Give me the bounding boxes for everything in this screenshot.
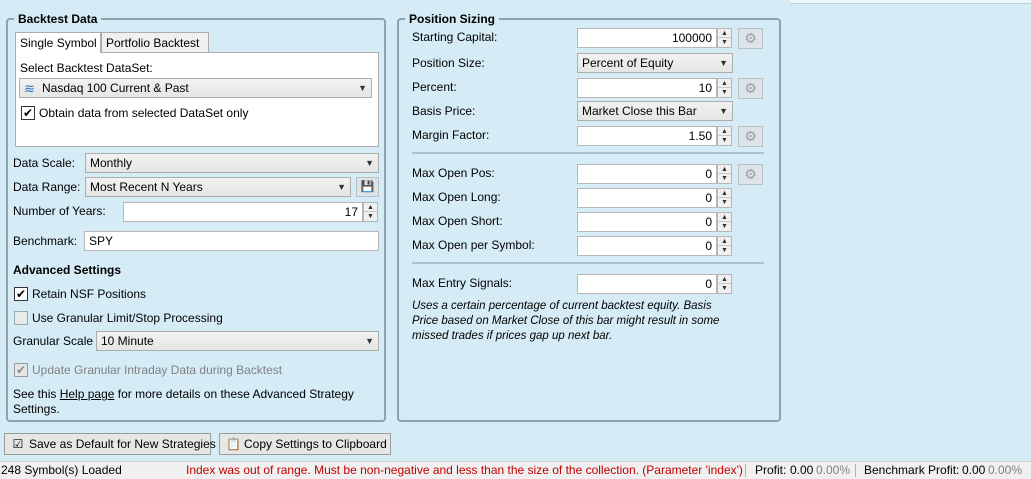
granular-scale-value: 10 Minute — [101, 334, 154, 348]
position-size-note-line-2: Price based on Market Close of this bar might result in some — [412, 315, 720, 327]
max-open-pos-gear-button[interactable] — [738, 164, 763, 185]
data-range-label: Data Range: — [13, 180, 81, 194]
percent-input[interactable]: 10 — [577, 78, 717, 98]
percent-gear-button[interactable] — [738, 78, 763, 99]
update-granular-checkbox: ✔ — [15, 363, 27, 377]
granular-limit-checkbox[interactable] — [14, 311, 28, 325]
max-entry-spinner[interactable] — [717, 274, 732, 294]
position-size-select[interactable] — [577, 53, 733, 73]
data-scale-value: Monthly — [90, 156, 133, 170]
spin-down-icon[interactable]: ▼ — [721, 285, 728, 292]
max-entry-label: Max Entry Signals: — [412, 276, 513, 290]
max-open-long-input[interactable]: 0 — [577, 188, 717, 208]
gear-icon: ⚙ — [744, 30, 757, 46]
top-strip — [790, 0, 1031, 4]
obtain-data-label: Obtain data from selected DataSet only — [39, 106, 249, 120]
max-open-short-spinner[interactable] — [717, 212, 732, 232]
dataset-select[interactable] — [19, 78, 372, 98]
advanced-settings-title: Advanced Settings — [13, 263, 122, 277]
spin-up-icon[interactable]: ▲ — [718, 189, 731, 198]
spin-down-icon[interactable]: ▼ — [721, 247, 728, 254]
benchmark-label: Benchmark: — [13, 234, 78, 248]
position-size-label: Position Size: — [412, 56, 485, 70]
spin-down-icon[interactable]: ▼ — [721, 137, 728, 144]
spin-down-icon[interactable]: ▼ — [721, 89, 728, 96]
starting-capital-spinner[interactable] — [717, 28, 732, 48]
spin-up-icon[interactable]: ▲ — [718, 127, 731, 136]
basis-price-value: Market Close this Bar — [582, 104, 697, 118]
section-divider — [412, 152, 764, 154]
percent-spinner[interactable] — [717, 78, 732, 98]
benchmark-profit-value: 0.00 — [962, 463, 986, 477]
save-default-button[interactable] — [4, 433, 216, 455]
section-divider — [412, 262, 764, 264]
spin-down-icon[interactable]: ▼ — [721, 175, 728, 182]
profit-pct: 0.00% — [816, 463, 851, 477]
spin-up-icon[interactable]: ▲ — [718, 213, 731, 222]
gear-icon: ⚙ — [744, 166, 757, 182]
max-open-pos-input[interactable]: 0 — [577, 164, 717, 184]
help-text-line2: Settings. — [13, 402, 60, 416]
save-range-button[interactable] — [356, 177, 379, 197]
position-size-note-line-1: Uses a certain percentage of current backtest equity. Basis — [412, 300, 712, 312]
starting-capital-gear-button[interactable] — [738, 28, 763, 49]
position-size-note-line-3: missed trades if prices gap up next bar. — [412, 330, 613, 342]
copy-clipboard-button[interactable] — [219, 433, 391, 455]
benchmark-profit-pct: 0.00% — [988, 463, 1023, 477]
gear-icon: ⚙ — [744, 128, 757, 144]
max-open-long-label: Max Open Long: — [412, 190, 501, 204]
spin-up-icon[interactable]: ▲ — [718, 275, 731, 284]
save-icon: 💾 — [360, 181, 375, 193]
tab-portfolio-backtest[interactable]: Portfolio Backtest — [101, 32, 209, 53]
status-divider — [745, 464, 746, 477]
spin-up-icon[interactable]: ▲ — [364, 203, 377, 212]
max-open-symbol-spinner[interactable] — [717, 236, 732, 256]
clipboard-icon: 📋 — [226, 437, 241, 451]
margin-factor-label: Margin Factor: — [412, 128, 490, 142]
basis-price-label: Basis Price: — [412, 104, 476, 118]
max-open-pos-spinner[interactable] — [717, 164, 732, 184]
position-sizing-title: Position Sizing — [405, 11, 499, 27]
profit-label: Profit: — [755, 463, 787, 477]
percent-label: Percent: — [412, 80, 457, 94]
save-default-label: Save as Default for New Strategies — [29, 437, 216, 451]
help-prefix: See this — [13, 387, 60, 401]
spin-up-icon[interactable]: ▲ — [718, 29, 731, 38]
data-range-value: Most Recent N Years — [90, 180, 203, 194]
chevron-down-icon: ▼ — [365, 158, 374, 168]
max-entry-input[interactable]: 0 — [577, 274, 717, 294]
checkbox-icon: ☑ — [12, 437, 24, 451]
status-bar — [0, 461, 1031, 479]
help-suffix: for more details on these Advanced Strategy — [114, 387, 354, 401]
num-years-label: Number of Years: — [13, 204, 106, 218]
select-dataset-label: Select Backtest DataSet: — [20, 61, 153, 75]
symbols-loaded-text: 248 Symbol(s) Loaded — [1, 463, 122, 477]
spin-up-icon[interactable]: ▲ — [718, 165, 731, 174]
spin-down-icon[interactable]: ▼ — [721, 39, 728, 46]
num-years-spinner[interactable] — [363, 202, 378, 222]
granular-limit-label: Use Granular Limit/Stop Processing — [32, 311, 223, 325]
chevron-down-icon: ▼ — [719, 106, 728, 116]
copy-clipboard-label: Copy Settings to Clipboard — [244, 437, 387, 451]
spin-up-icon[interactable]: ▲ — [718, 79, 731, 88]
basis-price-select[interactable] — [577, 101, 733, 121]
max-open-short-input[interactable]: 0 — [577, 212, 717, 232]
spin-down-icon[interactable]: ▼ — [721, 199, 728, 206]
margin-factor-input[interactable]: 1.50 — [577, 126, 717, 146]
data-range-select[interactable] — [85, 177, 351, 197]
spin-down-icon[interactable]: ▼ — [367, 213, 374, 220]
chevron-down-icon: ▼ — [358, 83, 367, 93]
data-scale-select[interactable] — [85, 153, 379, 173]
chevron-down-icon: ▼ — [337, 182, 346, 192]
chevron-down-icon: ▼ — [365, 336, 374, 346]
num-years-input[interactable]: 17 — [123, 202, 363, 222]
retain-nsf-checkbox[interactable]: ✔ — [15, 287, 27, 301]
update-granular-label: Update Granular Intraday Data during Backtest — [32, 363, 283, 377]
status-divider — [855, 464, 856, 477]
dataset-value: Nasdaq 100 Current & Past — [42, 81, 189, 95]
margin-factor-spinner[interactable] — [717, 126, 732, 146]
data-scale-label: Data Scale: — [13, 156, 76, 170]
help-page-link[interactable]: Help page — [59, 387, 115, 401]
benchmark-input[interactable]: SPY — [84, 231, 379, 251]
granular-scale-select[interactable] — [96, 331, 379, 351]
max-open-symbol-label: Max Open per Symbol: — [412, 238, 535, 252]
backtest-data-title: Backtest Data — [14, 11, 101, 27]
margin-factor-gear-button[interactable] — [738, 126, 763, 147]
starting-capital-input[interactable]: 100000 — [577, 28, 717, 48]
tab-single-symbol[interactable]: Single Symbol — [15, 32, 101, 53]
granular-scale-label: Granular Scale — [13, 334, 94, 348]
benchmark-profit-label: Benchmark Profit: — [864, 463, 960, 477]
max-open-long-spinner[interactable] — [717, 188, 732, 208]
position-size-value: Percent of Equity — [582, 56, 674, 70]
max-open-symbol-input[interactable]: 0 — [577, 236, 717, 256]
max-open-short-label: Max Open Short: — [412, 214, 503, 228]
help-text — [13, 386, 354, 402]
error-text: Index was out of range. Must be non-negative and less than the size of the collection. (Parameter 'index') — [186, 463, 743, 477]
spin-up-icon[interactable]: ▲ — [718, 237, 731, 246]
chevron-down-icon: ▼ — [719, 58, 728, 68]
spin-down-icon[interactable]: ▼ — [721, 223, 728, 230]
dataset-icon: ≋ — [24, 81, 35, 96]
obtain-data-checkbox[interactable]: ✔ — [22, 106, 34, 120]
max-open-pos-label: Max Open Pos: — [412, 166, 495, 180]
retain-nsf-label: Retain NSF Positions — [32, 287, 147, 301]
profit-value: 0.00 — [790, 463, 814, 477]
starting-capital-label: Starting Capital: — [412, 30, 498, 44]
gear-icon: ⚙ — [744, 80, 757, 96]
